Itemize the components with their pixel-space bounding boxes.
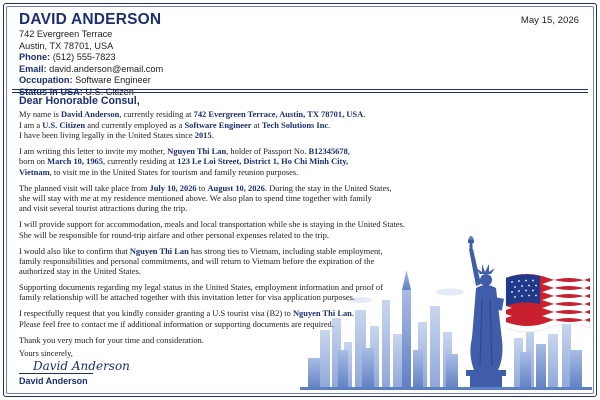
text-line: She will be responsible for round-trip airfare and other personal expenses related to the trip. (19, 229, 329, 240)
phone-value: (512) 555-7823 (52, 52, 116, 63)
text: at (251, 119, 262, 130)
text: I have been living legally in the United States since (19, 130, 195, 141)
inviter-employer: Tech Solutions Inc (261, 119, 329, 130)
residence-year: 2015 (194, 130, 212, 141)
paragraph-invitee (19, 146, 419, 177)
sender-name: DAVID ANDERSON (19, 11, 162, 28)
text: has strong ties to Vietnam, including stable employment, (188, 245, 383, 256)
inviter-status: U.S. Citizen (42, 119, 86, 130)
paragraph-introduction (19, 109, 419, 140)
text-line: authorized stay in the United States. (19, 266, 141, 277)
sender-city: Austin, TX 78701, USA (19, 40, 114, 51)
text: I would also like to confirm that (19, 245, 130, 256)
text: I am a (19, 119, 43, 130)
paragraph-visit-dates (19, 183, 419, 214)
text-line: Please feel free to contact me if additional information or supporting documents are required. (19, 318, 334, 329)
text: . (211, 130, 214, 141)
invitee-name: Nguyen Thi Lan (167, 145, 227, 156)
paragraph-ties (19, 246, 419, 277)
statue-of-liberty-illustration (466, 236, 506, 387)
letter-date: May 15, 2026 (520, 15, 579, 26)
inviter-occupation: Software Engineer (184, 119, 252, 130)
paragraph-documents (19, 282, 419, 303)
text: . (351, 308, 354, 319)
text: . (363, 109, 366, 120)
text: , holder of Passport No. (226, 145, 309, 156)
sender-phone (19, 52, 579, 64)
visit-end-date: August 10, 2026 (207, 182, 265, 193)
text: The planned visit will take place from (19, 182, 150, 193)
occupation-value: Software Engineer (75, 75, 151, 86)
inviter-address: 742 Evergreen Terrace, Austin, TX 78701, USA (193, 109, 364, 120)
visit-start-date: July 10, 2026 (149, 182, 197, 193)
status-label: Status in USA: (19, 86, 83, 97)
paragraph-thanks: Thank you very much for your time and consideration. (19, 334, 204, 345)
text: I respectfully request that you kindly consider granting a U.S tourist visa (B2) to (19, 308, 293, 319)
status-value: U.S. Citizen (85, 86, 134, 97)
sender-email (19, 64, 579, 76)
passport-number: B12345678 (308, 145, 348, 156)
text: , currently residing at (119, 109, 194, 120)
invitee-name: Nguyen Thi Lan (292, 308, 352, 319)
text: . During the stay in the United States, (264, 182, 392, 193)
text: , (347, 145, 350, 156)
phone-label: Phone: (19, 52, 51, 63)
email-label: Email: (19, 63, 47, 74)
text: My name is (19, 109, 61, 120)
sender-occupation (19, 75, 579, 87)
text-line: Supporting documents regarding my legal status in the United States, employment information and proof of (19, 282, 383, 293)
text: to (196, 182, 208, 193)
signature-line (19, 373, 93, 374)
paragraph-request (19, 308, 419, 329)
email-value: david.anderson@email.com (49, 63, 164, 74)
invitee-address: 123 Le Loi Street, District 1, Ho Chi Minh City, (177, 156, 349, 167)
salutation: Dear Honorable Consul, (19, 95, 140, 107)
signature-block (19, 348, 130, 386)
invitee-birthdate: March 10, 1965 (47, 156, 103, 167)
text: . (328, 119, 331, 130)
text-line: she will stay with me at my residence mentioned above. We also plan to spend time together with family (19, 192, 372, 203)
closing: Yours sincerely, (19, 348, 73, 358)
paragraph-support (19, 219, 419, 240)
text: born on (19, 156, 48, 167)
letter-body (19, 96, 419, 351)
invitee-country: Vietnam (19, 166, 50, 177)
american-flag-illustration (506, 274, 590, 332)
sender-header (19, 11, 579, 99)
text: and currently employed as a (85, 119, 185, 130)
sender-street: 742 Evergreen Terrace (19, 29, 113, 39)
text-line: and visit several tourist attractions during the trip. (19, 203, 188, 214)
invitee-name: Nguyen Thi Lan (129, 245, 189, 256)
text: I am writing this letter to invite my mother, (19, 145, 168, 156)
text-line: I will provide support for accommodation, meals and local transportation while she is staying in the United States. (19, 219, 405, 230)
text: , to visit me in the United States for tourism and family reunion purposes. (49, 166, 299, 177)
text: , currently residing at (102, 156, 178, 167)
occupation-label: Occupation: (19, 75, 73, 86)
handwritten-signature: David Anderson (33, 359, 130, 373)
text-line: family relationship will be attached together with this invitation letter for visa application purposes. (19, 292, 356, 303)
header-divider-thin (12, 92, 588, 93)
text-line: family responsibilities and personal commitments, and will return to Vietnam before the expiration of the (19, 255, 375, 266)
header-divider (12, 89, 588, 90)
signer-name: David Anderson (19, 376, 88, 386)
inviter-name: David Anderson (60, 109, 120, 120)
